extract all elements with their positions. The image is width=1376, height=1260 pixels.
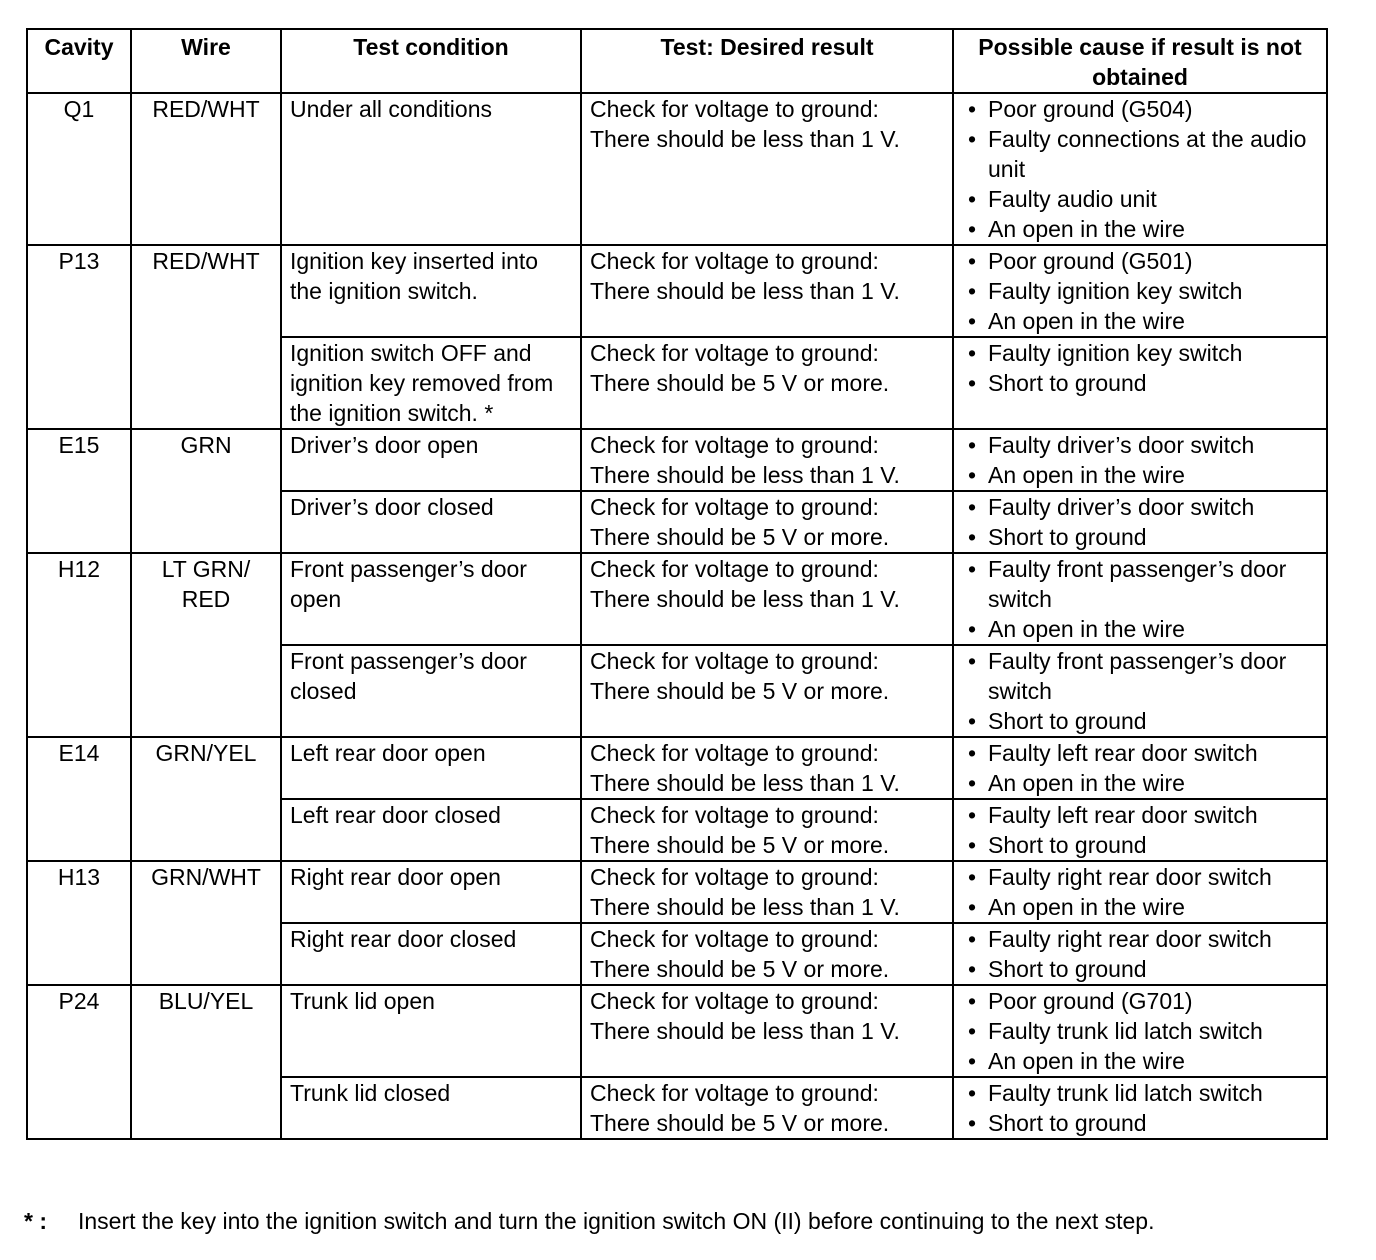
result-line: Check for voltage to ground: — [590, 802, 879, 828]
result-line: Check for voltage to ground: — [590, 864, 879, 890]
table-row — [27, 93, 1327, 245]
possible-cause-cell — [953, 737, 1327, 799]
cavity-cell: H12 — [27, 553, 131, 737]
result-line: There should be less than 1 V. — [590, 126, 900, 152]
wire-color-cell: GRN/YEL — [131, 737, 281, 861]
table-row — [27, 245, 1327, 337]
table-row — [27, 861, 1327, 923]
test-condition-cell: Front passenger’s door closed — [281, 645, 581, 737]
cause-item: • Poor ground (G701) — [962, 986, 1318, 1016]
cause-item: • Faulty front passenger’s door switch — [962, 646, 1318, 706]
cause-item: • Faulty connections at the audio unit — [962, 124, 1318, 184]
table-header — [27, 29, 1327, 93]
cause-list — [962, 1078, 1318, 1138]
header-test-condition: Test condition — [281, 29, 581, 93]
cause-list — [962, 554, 1318, 644]
result-line: There should be 5 V or more. — [590, 524, 890, 550]
desired-result-cell — [581, 645, 953, 737]
header-possible-cause: Possible cause if result is not obtained — [953, 29, 1327, 93]
result-line: Check for voltage to ground: — [590, 96, 879, 122]
cause-item: • Short to ground — [962, 522, 1318, 552]
wire-color-cell: GRN — [131, 429, 281, 553]
test-condition-cell: Front passenger’s door open — [281, 553, 581, 645]
cause-list — [962, 246, 1318, 336]
result-line: There should be 5 V or more. — [590, 832, 890, 858]
result-line: There should be 5 V or more. — [590, 956, 890, 982]
cause-item: • Faulty ignition key switch — [962, 338, 1318, 368]
cause-list — [962, 800, 1318, 860]
cause-list — [962, 338, 1318, 398]
result-line: Check for voltage to ground: — [590, 340, 879, 366]
result-line: There should be 5 V or more. — [590, 678, 890, 704]
cause-item: • Short to ground — [962, 706, 1318, 736]
cause-item: • Faulty right rear door switch — [962, 924, 1318, 954]
cavity-cell: Q1 — [27, 93, 131, 245]
test-condition-cell: Driver’s door closed — [281, 491, 581, 553]
result-line: There should be less than 1 V. — [590, 462, 900, 488]
result-line: Check for voltage to ground: — [590, 740, 879, 766]
cause-item: • Faulty driver’s door switch — [962, 492, 1318, 522]
possible-cause-cell — [953, 861, 1327, 923]
result-line: There should be less than 1 V. — [590, 770, 900, 796]
cause-item: • Short to ground — [962, 830, 1318, 860]
cavity-cell: H13 — [27, 861, 131, 985]
test-condition-cell: Under all conditions — [281, 93, 581, 245]
cause-item: • Faulty left rear door switch — [962, 800, 1318, 830]
header-wire: Wire — [131, 29, 281, 93]
cause-item: • Short to ground — [962, 368, 1318, 398]
cause-list — [962, 986, 1318, 1076]
footnote-marker: * : — [24, 1208, 47, 1234]
desired-result-cell — [581, 245, 953, 337]
table-row — [27, 737, 1327, 799]
wire-color-cell: RED/WHT — [131, 245, 281, 429]
cause-item: • Faulty front passenger’s door switch — [962, 554, 1318, 614]
result-line: There should be 5 V or more. — [590, 370, 890, 396]
result-line: Check for voltage to ground: — [590, 556, 879, 582]
cause-item: • An open in the wire — [962, 892, 1318, 922]
cause-item: • Short to ground — [962, 954, 1318, 984]
desired-result-cell — [581, 337, 953, 429]
cause-item: • Faulty driver’s door switch — [962, 430, 1318, 460]
desired-result-cell — [581, 985, 953, 1077]
result-line: Check for voltage to ground: — [590, 648, 879, 674]
desired-result-cell — [581, 429, 953, 491]
wire-color-cell: BLU/YEL — [131, 985, 281, 1139]
cavity-cell: E15 — [27, 429, 131, 553]
wire-color-cell: GRN/WHT — [131, 861, 281, 985]
cause-list — [962, 738, 1318, 798]
cause-item: • Faulty audio unit — [962, 184, 1318, 214]
cause-item: • Poor ground (G504) — [962, 94, 1318, 124]
cause-item: • Faulty right rear door switch — [962, 862, 1318, 892]
result-line: There should be less than 1 V. — [590, 278, 900, 304]
result-line: There should be less than 1 V. — [590, 894, 900, 920]
test-condition-cell: Left rear door open — [281, 737, 581, 799]
cause-item: • An open in the wire — [962, 460, 1318, 490]
result-line: Check for voltage to ground: — [590, 1080, 879, 1106]
cause-list — [962, 924, 1318, 984]
header-row — [27, 29, 1327, 93]
test-condition-cell: Trunk lid open — [281, 985, 581, 1077]
cause-item: • Faulty left rear door switch — [962, 738, 1318, 768]
cause-item: • Faulty ignition key switch — [962, 276, 1318, 306]
desired-result-cell — [581, 553, 953, 645]
possible-cause-cell — [953, 923, 1327, 985]
cause-item: • Faulty trunk lid latch switch — [962, 1016, 1318, 1046]
result-line: Check for voltage to ground: — [590, 432, 879, 458]
table-row — [27, 429, 1327, 491]
test-condition-cell: Left rear door closed — [281, 799, 581, 861]
desired-result-cell — [581, 1077, 953, 1139]
possible-cause-cell — [953, 985, 1327, 1077]
cause-item: • An open in the wire — [962, 1046, 1318, 1076]
result-line: There should be less than 1 V. — [590, 586, 900, 612]
cause-item: • An open in the wire — [962, 768, 1318, 798]
desired-result-cell — [581, 737, 953, 799]
cause-list — [962, 646, 1318, 736]
cause-list — [962, 430, 1318, 490]
possible-cause-cell — [953, 337, 1327, 429]
test-condition-cell: Right rear door open — [281, 861, 581, 923]
cause-list — [962, 492, 1318, 552]
result-line: Check for voltage to ground: — [590, 988, 879, 1014]
possible-cause-cell — [953, 799, 1327, 861]
cause-item: • Poor ground (G501) — [962, 246, 1318, 276]
result-line: Check for voltage to ground: — [590, 926, 879, 952]
cavity-cell: P24 — [27, 985, 131, 1139]
wire-color-cell: RED/WHT — [131, 93, 281, 245]
test-condition-cell: Ignition switch OFF and ignition key removed from the ignition switch. * — [281, 337, 581, 429]
table-row — [27, 553, 1327, 645]
possible-cause-cell — [953, 645, 1327, 737]
cavity-cell: E14 — [27, 737, 131, 861]
cause-item: • An open in the wire — [962, 214, 1318, 244]
header-cavity: Cavity — [27, 29, 131, 93]
desired-result-cell — [581, 923, 953, 985]
result-line: There should be less than 1 V. — [590, 1018, 900, 1044]
terminal-test-table — [26, 28, 1328, 1140]
possible-cause-cell — [953, 93, 1327, 245]
desired-result-cell — [581, 491, 953, 553]
possible-cause-cell — [953, 429, 1327, 491]
possible-cause-cell — [953, 553, 1327, 645]
test-condition-cell: Trunk lid closed — [281, 1077, 581, 1139]
cause-item: • An open in the wire — [962, 306, 1318, 336]
cavity-cell: P13 — [27, 245, 131, 429]
table-row — [27, 985, 1327, 1077]
desired-result-cell — [581, 799, 953, 861]
test-condition-cell: Ignition key inserted into the ignition switch. — [281, 245, 581, 337]
cause-list — [962, 94, 1318, 244]
result-line: Check for voltage to ground: — [590, 248, 879, 274]
possible-cause-cell — [953, 491, 1327, 553]
cause-item: • Short to ground — [962, 1108, 1318, 1138]
result-line: Check for voltage to ground: — [590, 494, 879, 520]
result-line: There should be 5 V or more. — [590, 1110, 890, 1136]
footnote-text: Insert the key into the ignition switch and turn the ignition switch ON (II) before continuing to the next step. — [78, 1208, 1155, 1234]
wire-color-cell: LT GRN/ RED — [131, 553, 281, 737]
possible-cause-cell — [953, 1077, 1327, 1139]
header-desired-result: Test: Desired result — [581, 29, 953, 93]
desired-result-cell — [581, 93, 953, 245]
cause-list — [962, 862, 1318, 922]
desired-result-cell — [581, 861, 953, 923]
cause-item: • Faulty trunk lid latch switch — [962, 1078, 1318, 1108]
test-condition-cell: Right rear door closed — [281, 923, 581, 985]
possible-cause-cell — [953, 245, 1327, 337]
table-body — [27, 93, 1327, 1139]
test-condition-cell: Driver’s door open — [281, 429, 581, 491]
cause-item: • An open in the wire — [962, 614, 1318, 644]
footnote — [24, 1206, 1344, 1236]
